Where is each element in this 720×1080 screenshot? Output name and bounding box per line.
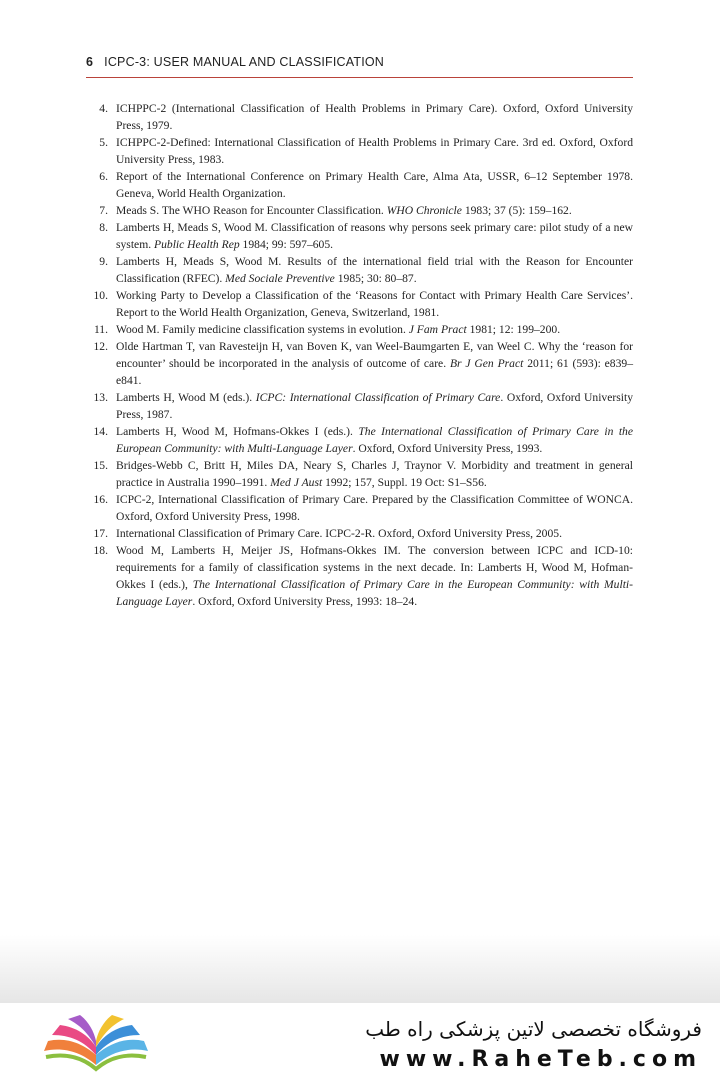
reference-text: Report of the International Conference on Primary Health Care, Alma Ata, USSR, 6–12 September 1978. Geneva, World Health Organization. bbox=[116, 170, 633, 200]
reference-number: 4. bbox=[99, 102, 108, 115]
reference-text: Wood M, Lamberts H, Meijer JS, Hofmans-Okkes IM. The conversion between ICPC and ICD-10: requirements for a family of classification systems in the next decade. In: Lamberts H, Wood M, Hofman-Okkes I (eds.), bbox=[116, 544, 633, 591]
reference-number: 8. bbox=[99, 221, 108, 234]
running-title: ICPC-3: USER MANUAL AND CLASSIFICATION bbox=[104, 55, 385, 69]
reference-italic-text: WHO Chronicle bbox=[386, 204, 462, 217]
reference-text: Meads S. The WHO Reason for Encounter Classification. bbox=[116, 204, 387, 217]
reference-item bbox=[86, 253, 633, 287]
reference-text: Olde Hartman T, van Ravesteijn H, van Boven K, van Weel-Baumgarten E, van Weel C. Why the ‘reason for encounter’ should be incorporated in the analysis of outcome of care. bbox=[116, 340, 633, 370]
reference-text: Lamberts H, Meads S, Wood M. Results of the international field trial with the Reason for Encounter Classification (RFEC). bbox=[116, 255, 633, 285]
reference-text: 2011; 61 (593): e839–e841. bbox=[116, 357, 633, 387]
reference-italic-text: The International Classification of Primary Care in the European Community: with Multi-Language Layer bbox=[116, 578, 633, 608]
reference-italic-text: J Fam Pract bbox=[408, 323, 467, 336]
reference-item bbox=[86, 287, 633, 321]
reference-text: . Oxford, Oxford University Press, 1993: 18–24. bbox=[192, 595, 418, 608]
reference-item bbox=[86, 338, 633, 389]
reference-number: 11. bbox=[93, 323, 108, 336]
reference-text: 1984; 99: 597–605. bbox=[239, 238, 334, 251]
reference-item bbox=[86, 321, 633, 338]
reference-item bbox=[86, 457, 633, 491]
reference-text: 1983; 37 (5): 159–162. bbox=[461, 204, 572, 217]
reference-italic-text: Public Health Rep bbox=[154, 238, 240, 251]
reference-item bbox=[86, 542, 633, 610]
reference-item bbox=[86, 100, 633, 134]
reference-text: 1981; 12: 199–200. bbox=[466, 323, 561, 336]
reference-number: 12. bbox=[93, 340, 108, 353]
reference-item bbox=[86, 202, 633, 219]
bottom-fade bbox=[0, 935, 720, 1003]
reference-item bbox=[86, 389, 633, 423]
reference-item bbox=[86, 423, 633, 457]
reference-number: 10. bbox=[93, 289, 108, 302]
reference-number: 18. bbox=[93, 544, 108, 557]
reference-text: Working Party to Develop a Classification of the ‘Reasons for Contact with Primary Health Care Services’. Report to the World Health Organization, Geneva, Switzerland, 1981. bbox=[116, 289, 633, 319]
page-number: 6 bbox=[86, 55, 94, 69]
reference-item bbox=[86, 491, 633, 525]
reference-item bbox=[86, 219, 633, 253]
store-url: www.RaheTeb.com bbox=[379, 1047, 702, 1072]
reference-number: 9. bbox=[99, 255, 108, 268]
reference-list bbox=[86, 100, 633, 610]
open-book-logo-icon bbox=[38, 1011, 154, 1075]
store-banner bbox=[0, 1003, 720, 1080]
reference-text: International Classification of Primary Care. ICPC-2-R. Oxford, Oxford University Press, 2005. bbox=[116, 527, 562, 540]
reference-italic-text: Med J Aust bbox=[270, 476, 323, 489]
reference-italic-text: Med Sociale Preventive bbox=[225, 272, 335, 285]
reference-text: Lamberts H, Wood M, Hofmans-Okkes I (eds.). bbox=[116, 425, 359, 438]
reference-italic-text: Br J Gen Pract bbox=[449, 357, 524, 370]
store-name: فروشگاه تخصصی لاتین پزشکی راه طب bbox=[365, 1017, 702, 1041]
reference-item bbox=[86, 525, 633, 542]
reference-number: 17. bbox=[93, 527, 108, 540]
reference-italic-text: ICPC: International Classification of Primary Care bbox=[255, 391, 501, 404]
running-header bbox=[86, 55, 633, 78]
reference-italic-text: The International Classification of Primary Care in the European Community: with Multi-Language Layer bbox=[116, 425, 633, 455]
reference-text: Lamberts H, Wood M (eds.). bbox=[116, 391, 256, 404]
reference-number: 13. bbox=[93, 391, 108, 404]
reference-number: 15. bbox=[93, 459, 108, 472]
reference-text: ICHPPC-2-Defined: International Classification of Health Problems in Primary Care. 3rd ed. Oxford, Oxford University Press, 1983. bbox=[116, 136, 633, 166]
reference-text: 1992; 157, Suppl. 19 Oct: S1–S56. bbox=[322, 476, 487, 489]
reference-number: 14. bbox=[93, 425, 108, 438]
reference-number: 6. bbox=[99, 170, 108, 183]
reference-item bbox=[86, 168, 633, 202]
reference-text: Bridges-Webb C, Britt H, Miles DA, Neary S, Charles J, Traynor V. Morbidity and treatment in general practice in Australia 1990–1991. bbox=[116, 459, 633, 489]
reference-text: . Oxford, Oxford University Press, 1993. bbox=[352, 442, 543, 455]
reference-number: 7. bbox=[99, 204, 108, 217]
reference-text: ICHPPC-2 (International Classification of Health Problems in Primary Care). Oxford, Oxford University Press, 1979. bbox=[116, 102, 633, 132]
reference-text: 1985; 30: 80–87. bbox=[334, 272, 417, 285]
reference-number: 5. bbox=[99, 136, 108, 149]
reference-text: Lamberts H, Meads S, Wood M. Classification of reasons why persons seek primary care: pilot study of a new system. bbox=[116, 221, 633, 251]
reference-item bbox=[86, 134, 633, 168]
reference-text: . Oxford, Oxford University Press, 1987. bbox=[116, 391, 633, 421]
reference-text: ICPC-2, International Classification of Primary Care. Prepared by the Classification Committee of WONCA. Oxford, Oxford University Press, 1998. bbox=[116, 493, 633, 523]
reference-number: 16. bbox=[93, 493, 108, 506]
reference-text: Wood M. Family medicine classification systems in evolution. bbox=[116, 323, 409, 336]
